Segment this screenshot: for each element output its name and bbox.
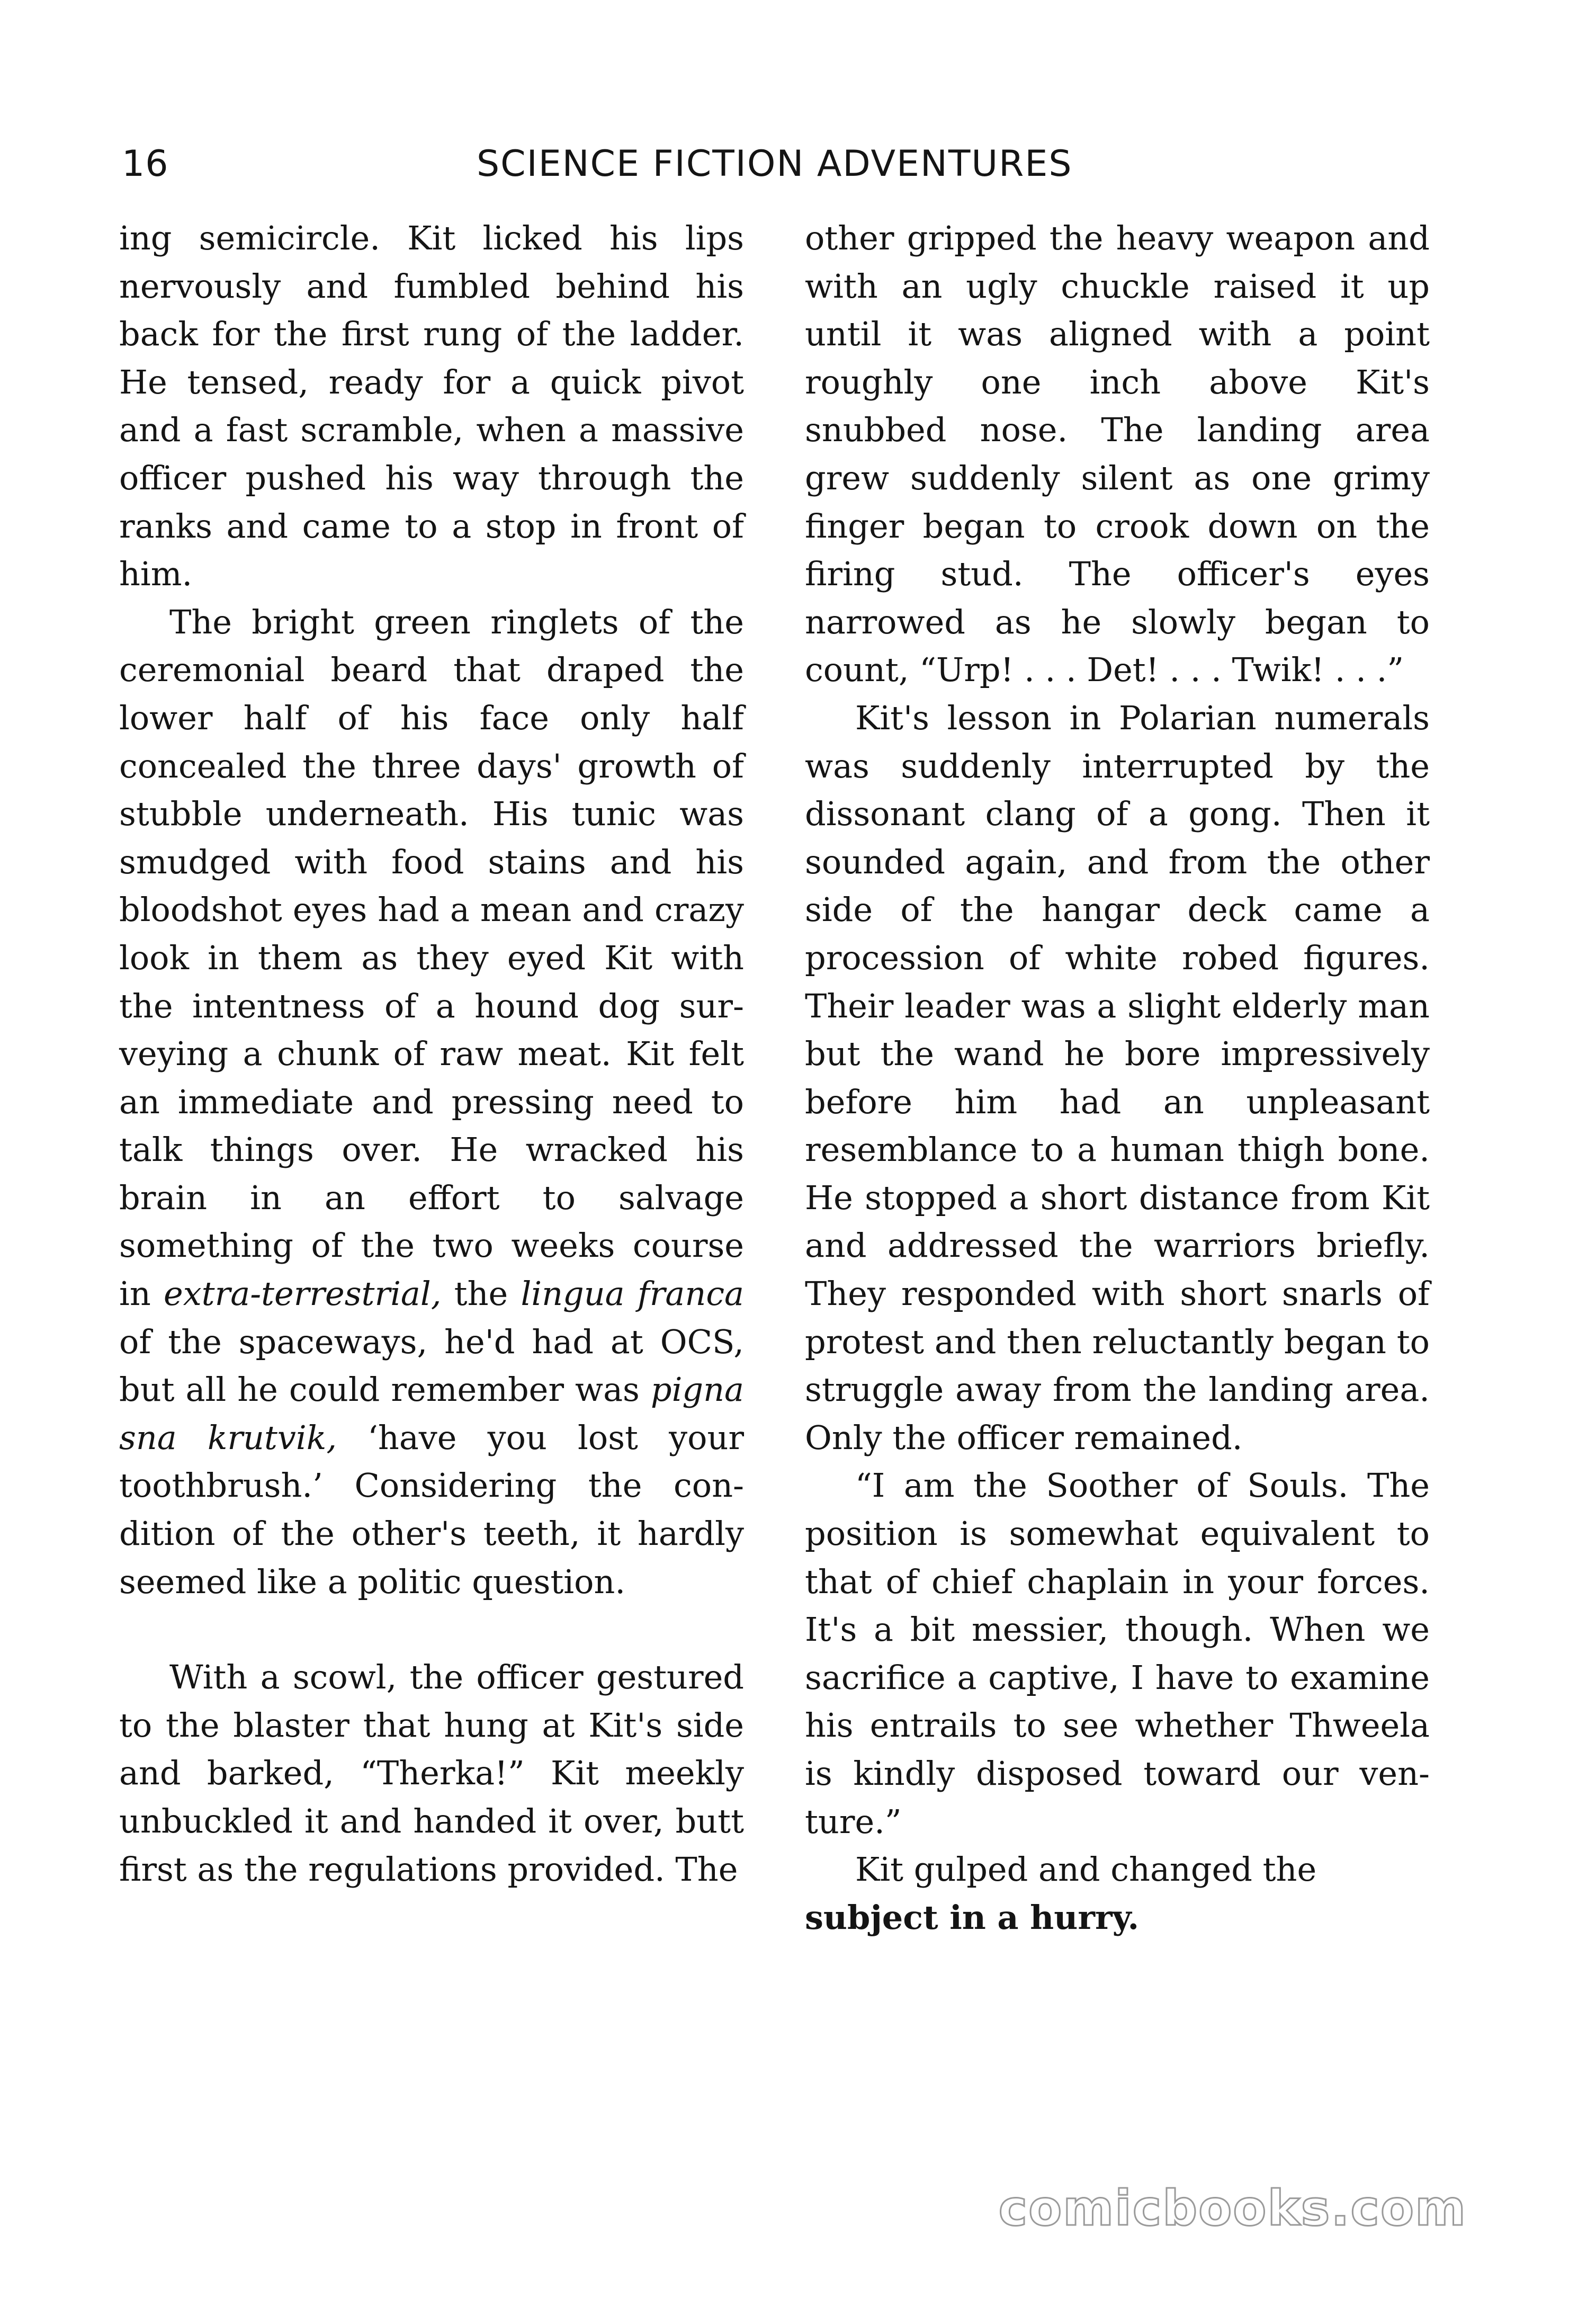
text-run: the [441,1274,521,1313]
bold-phrase: subject in a hurry. [805,1898,1140,1937]
text-run: of the spaceways, he'd had at OCS, but all he could remember was [119,1322,744,1409]
paragraph [119,598,744,1606]
paragraph: “I am the Soother of Souls. The position is somewhat equivalent to that of chief chaplain in your forces. It's a bit messier, though. When we sacrifice a captive, I have to examine his entrails to see whether Thweela is kindly disposed toward our venture.” [805,1466,1430,1841]
paragraph: With a scowl, the officer gestured to the blaster that hung at Kit's side and barked, “Therka!” Kit meekly unbuckled it and handed it over, butt first as the regulations provided. The [119,1658,744,1889]
text-run: The bright green ringlets of the ceremonial beard that draped the lower half of his face only half concealed the three days' growth of stubble underneath. His tunic was smudged with food stains and his bloodshot eyes had a mean and crazy look in them as they eyed Kit with the intentness of a hound dog surveying a chunk of raw meat. Kit felt an immediate and pressing need to talk things over. He wracked his brain in an effort to salvage something of the two weeks course in [119,602,744,1313]
paragraph [805,1846,1430,1942]
paragraph: Kit's lesson in Polarian numerals was suddenly interrupted by the dissonant clang of a gong. Then it sounded again, and from the other side of the hangar deck came a procession of white robed figures. Their leader was a slight elderly man but the wand he bore impressively before him had an unpleasant resemblance to a human thigh bone. He stopped a short distance from Kit and addressed the warriors briefly. They responded with short snarls of protest and then reluctantly began to struggle away from the landing area. Only the officer remained. [805,698,1430,1457]
italic-phrase: pigna sna krutvik, [119,1370,744,1457]
text-run: Kit gulped and changed the [855,1850,1317,1889]
paragraph: other gripped the heavy weapon and with an ugly chuckle raised it up until it was aligned with a point roughly one inch above Kit's snubbed nose. The landing area grew suddenly silent as one grimy finger began to crook down on the firing stud. The officer's eyes narrowed as he slowly began to count, “Urp! . . . Det! . . . Twik! . . .” [805,219,1430,690]
running-title: SCIENCE FICTION ADVENTURES [477,143,1073,185]
paragraph: ing semicircle. Kit licked his lips nervously and fumbled behind his back for the first rung of the ladder. He tensed, ready for a quick pivot and a fast scramble, when a massive officer pushed his way through the ranks and came to a stop in front of him. [119,219,744,594]
italic-phrase: extra-terrestrial, [164,1274,442,1313]
text-run: ‘have you lost your toothbrush.’ Considering the condition of the other's teeth, it hardly seemed like a politic question. [119,1418,745,1601]
page-number: 16 [122,143,169,185]
left-column [119,214,744,1893]
site-watermark: comicbooks.com [998,2180,1467,2237]
right-column [805,214,1430,1942]
italic-phrase: lingua franca [521,1274,745,1313]
page-header [122,143,1430,201]
